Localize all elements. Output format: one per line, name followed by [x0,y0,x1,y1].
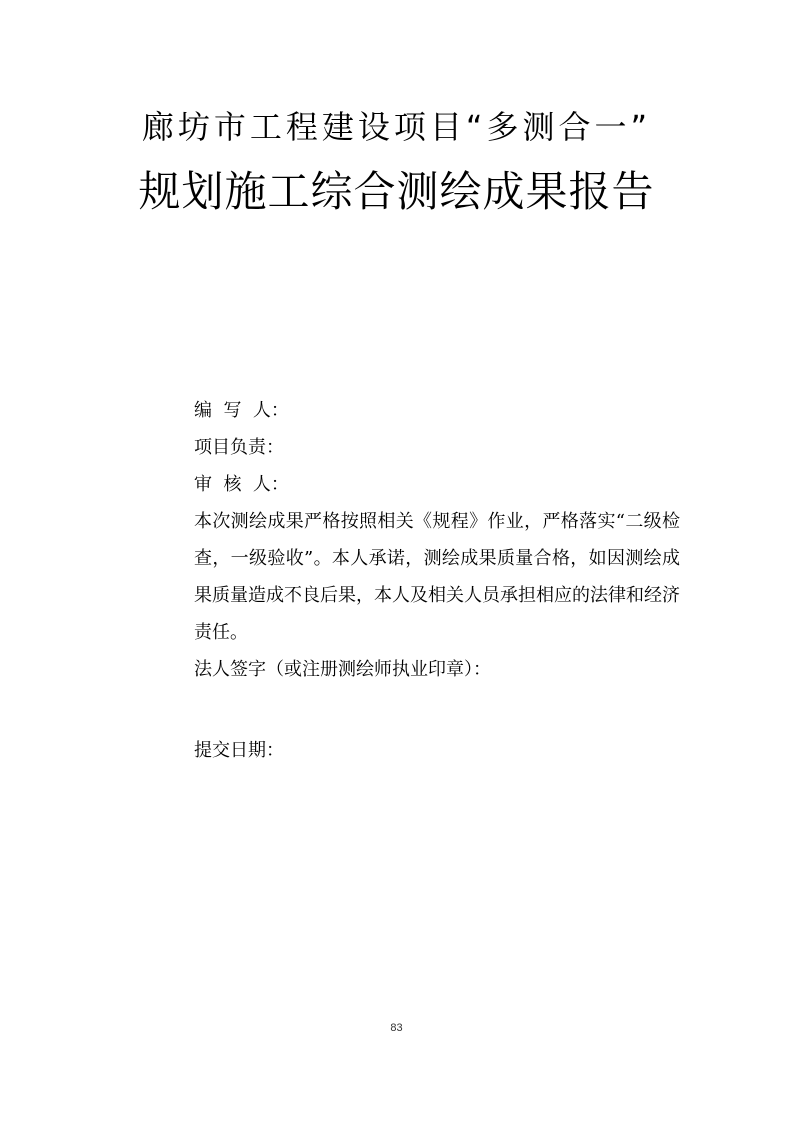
signature-gap [194,688,680,732]
page-number: 83 [390,1022,403,1034]
project-lead-field-label: 项目负责： [194,437,284,458]
report-title-line1: 廊坊市工程建设项目“多测合一” [141,108,652,146]
report-title-line2: 规划施工综合测绘成果报告 [138,167,655,216]
submit-date-label: 提交日期： [194,740,284,761]
reviewer-field-label: 审 核 人： [194,474,289,495]
signature-label: 法人签字（或注册测绘师执业印章）： [194,659,491,680]
writer-field-label: 编 写 人： [194,400,289,421]
quality-statement: 本次测绘成果严格按照相关《规程》作业，严格落实“二级检查，一级验收”。本人承诺，测绘成果质量合格，如因测绘成果质量造成不良后果，本人及相关人员承担相应的法律和经济责任。 [194,511,680,643]
report-content [194,392,680,769]
